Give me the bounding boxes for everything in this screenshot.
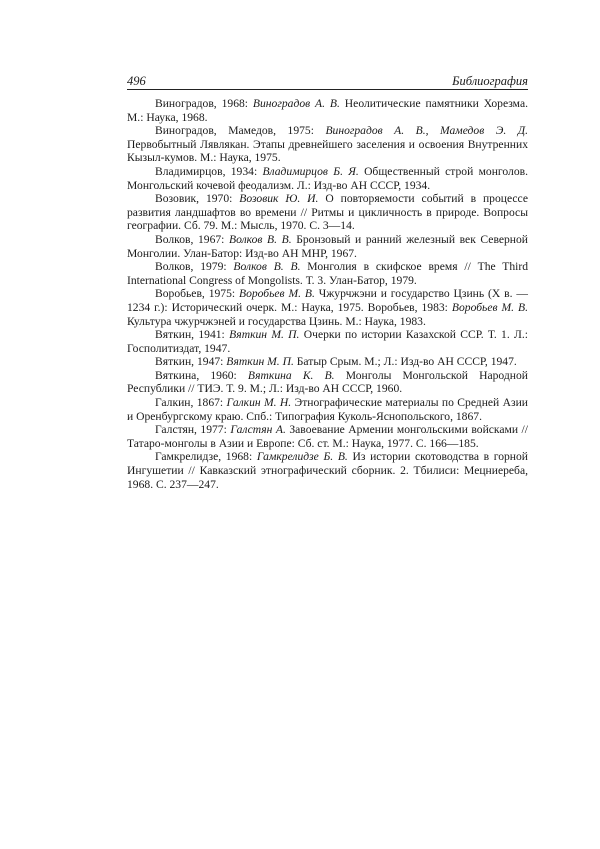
bibliography-entry: Галстян, 1977: Галстян А. Завоевание Армении монгольскими войсками // Татаро-монголы в Азии и Европе: Сб. ст. М.: Наука, 1977. С. 166—185. — [127, 423, 528, 450]
entry-author: Воробьев М. В. — [451, 300, 528, 314]
bibliography-entry: Волков, 1979: Волков В. В. Монголия в скифское время // The Third International Congress of Mongolists. Т. 3. Улан-Батор, 1979. — [127, 260, 528, 287]
bibliography-entry: Владимирцов, 1934: Владимирцов Б. Я. Общественный строй монголов. Монгольский кочевой феодализм. Л.: Изд-во АН СССР, 1934. — [127, 164, 528, 192]
entry-author: Вяткин М. П. — [229, 328, 300, 342]
bibliography-list — [127, 97, 528, 491]
entry-author: Виноградов А. В. — [252, 97, 340, 110]
entry-author: Галстян А. — [230, 423, 286, 437]
bibliography-entry: Возовик, 1970: Возовик Ю. И. О повторяемости событий в процессе развития ландшафтов во времени // Ритмы и цикличность в природе. Вопросы географии. Сб. 79. М.: Мысль, 1970. С. 3—14. — [127, 192, 528, 233]
entry-author: Вяткин М. П. — [226, 355, 294, 369]
entry-author: Гамкрелидзе Б. В. — [256, 450, 348, 464]
bibliography-entry: Вяткин, 1947: Вяткин М. П. Батыр Срым. М.; Л.: Изд-во АН СССР, 1947. — [155, 355, 517, 369]
bibliography-entry: Воробьев, 1975: Воробьев М. В. Чжурчжэни и государство Цзинь (X в. — 1234 г.): Исторический очерк. М.: Наука, 1975. Воробьев, 1983: Воробьев М. В. Культура чжурчжэней и государства Цзинь. М.: Наука, 1983. — [127, 287, 528, 328]
bibliography-entry: Вяткина, 1960: Вяткина К. В. Монголы Монгольской Народной Республики // ТИЭ. Т. 9. М.; Л.: Изд-во АН СССР, 1960. — [127, 368, 528, 396]
entry-author: Волков В. В. — [233, 260, 301, 274]
bibliography-entry: Виноградов, Мамедов, 1975: Виноградов А. В., Мамедов Э. Д. Первобытный Лявлякан. Этапы древнейшего заселения и освоения Внутренних Кызыл-кумов. М.: Наука, 1975. — [127, 124, 528, 165]
entry-author: Владимирцов Б. Я. — [262, 164, 359, 178]
entry-author: Вяткина К. В. — [247, 368, 335, 382]
page-number: 496 — [127, 74, 146, 88]
book-page — [127, 74, 528, 491]
entry-author: Воробьев М. В. — [238, 287, 315, 301]
section-title: Библиография — [452, 74, 528, 88]
bibliography-entry: Галкин, 1867: Галкин М. Н. Этнографические материалы по Средней Азии и Оренбургскому краю. Спб.: Типография Куколь-Яснопольского, 1867. — [127, 396, 528, 423]
entry-author: Волков В. В. — [228, 232, 292, 246]
bibliography-entry: Виноградов, 1968: Виноградов А. В. Неолитические памятники Хорезма. М.: Наука, 1968. — [127, 97, 528, 124]
entry-author: Возовик Ю. И. — [239, 192, 319, 206]
running-head — [127, 74, 528, 90]
entry-author: Галкин М. Н. — [226, 396, 292, 410]
bibliography-entry: Гамкрелидзе, 1968: Гамкрелидзе Б. В. Из истории скотоводства в горной Ингушетии // Кавказский этнографический сборник. 2. Тбилиси: Мецниереба, 1968. С. 237—247. — [127, 450, 529, 491]
bibliography-entry: Вяткин, 1941: Вяткин М. П. Очерки по истории Казахской ССР. Т. 1. Л.: Госполитиздат, 1947. — [127, 328, 529, 355]
entry-author: Виноградов А. В., Мамедов Э. Д. — [325, 124, 528, 138]
bibliography-entry: Волков, 1967: Волков В. В. Бронзовый и ранний железный век Северной Монголии. Улан-Батор: Изд-во АН МНР, 1967. — [127, 232, 529, 260]
